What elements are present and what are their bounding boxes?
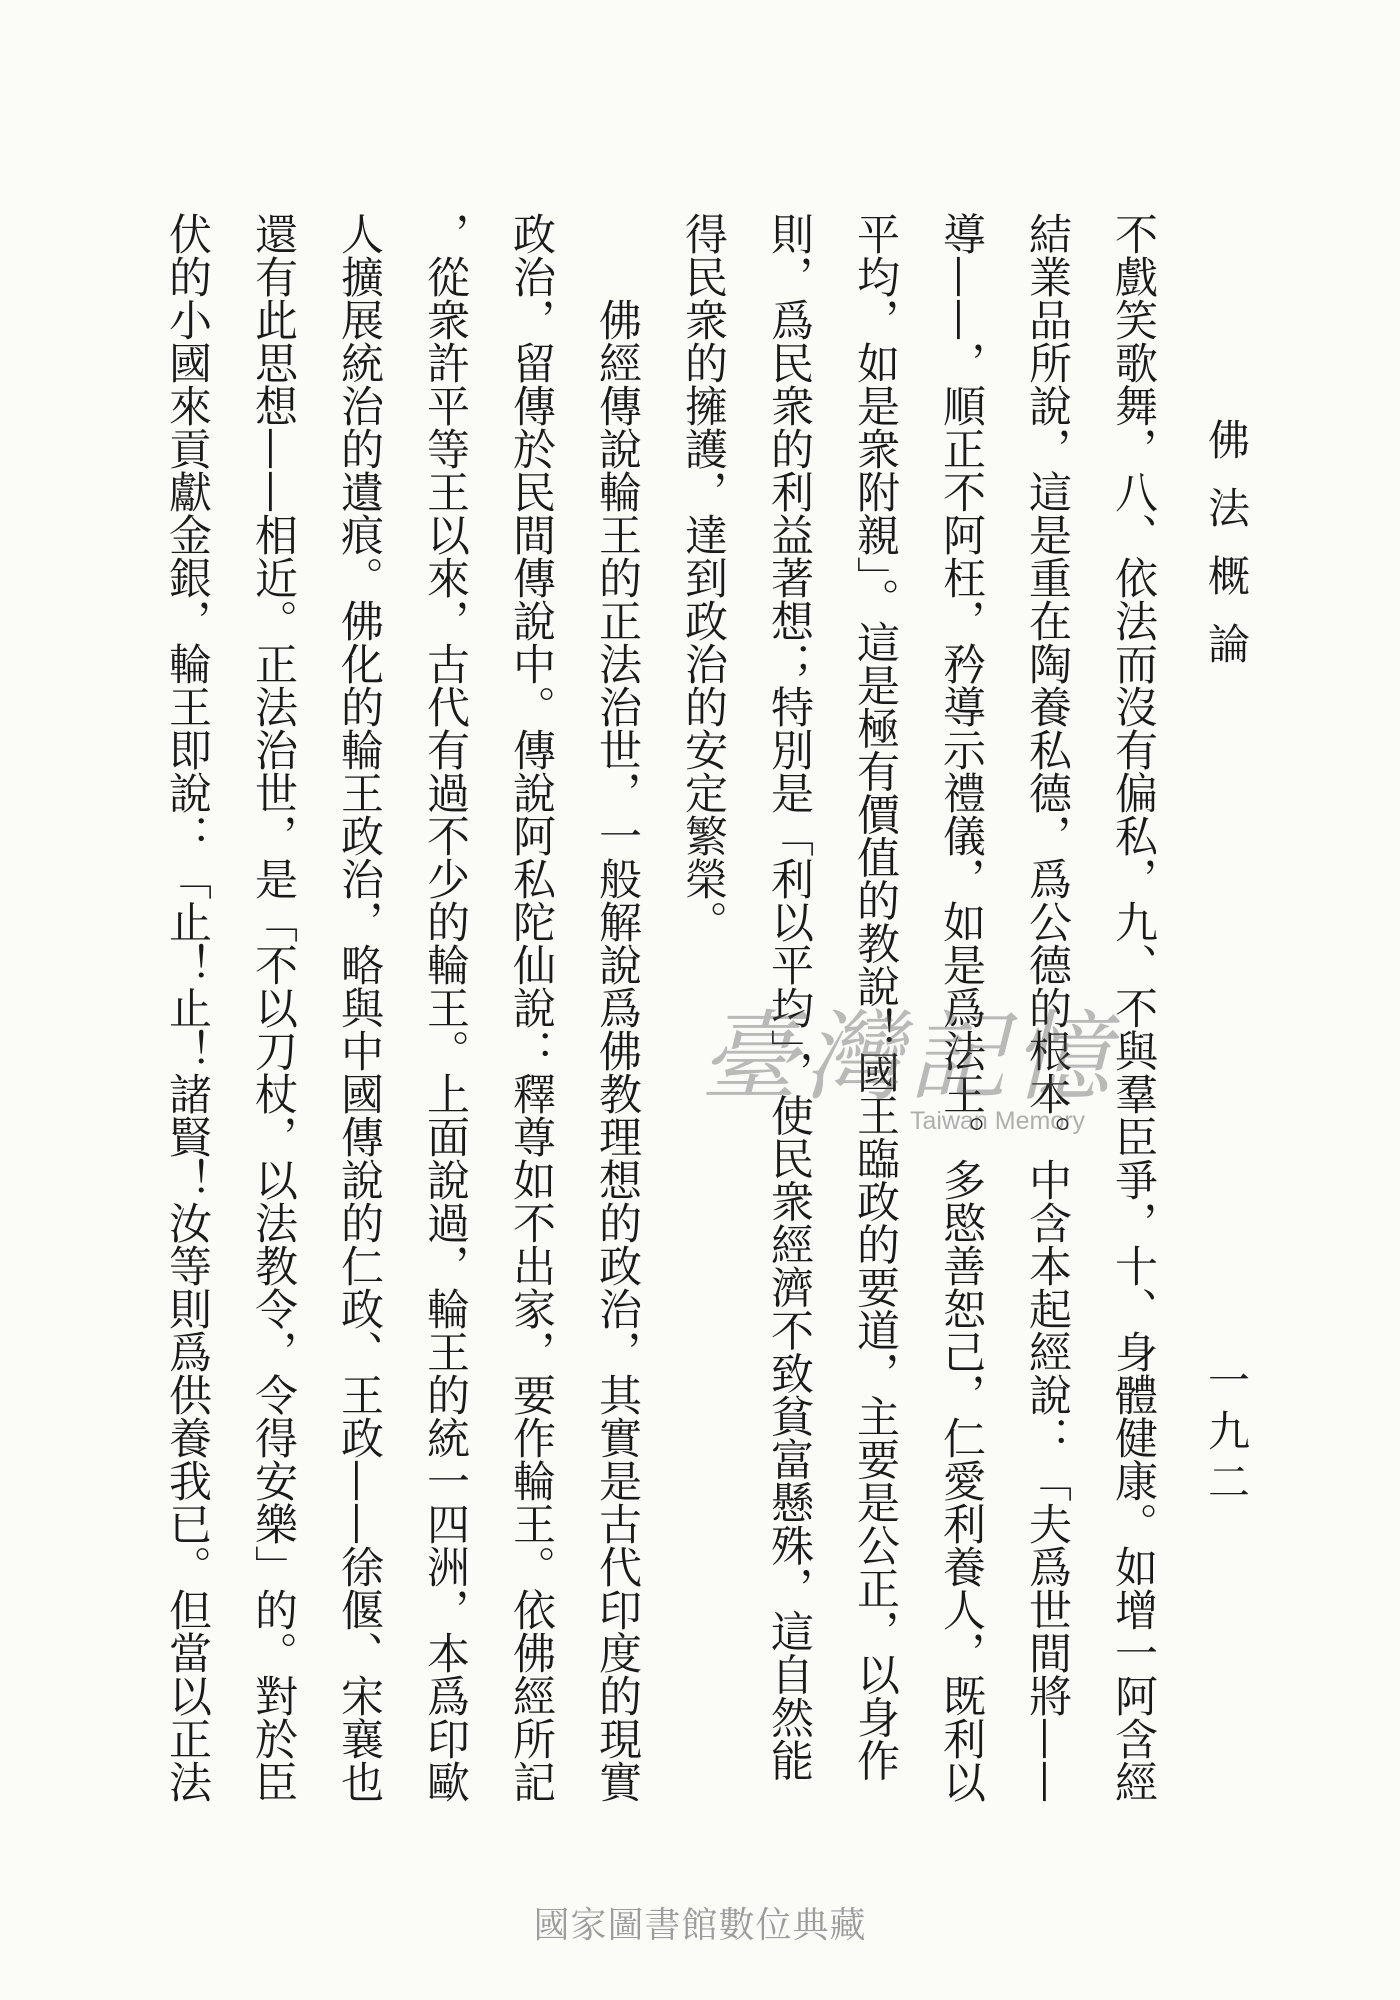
text-line-9: ，從衆許平等王以來，古代有過不少的輪王。上面說過，輪王的統一四洲，本爲印歐 — [420, 212, 470, 1803]
running-header-title: 佛法概論 — [1202, 418, 1251, 690]
text-line-8: 政治，留傳於民間傳說中。傳說阿私陀仙說：釋尊如不出家，要作輪王。依佛經所記 — [506, 212, 556, 1803]
text-line-6: 得民衆的擁護，達到政治的安定繁榮。 — [678, 212, 728, 943]
text-line-4: 平均，如是衆附親」。這是極有價值的教說！國王臨政的要道，主要是公正，以身作 — [850, 212, 900, 1782]
body-text — [144, 212, 1176, 1832]
text-line-3: 導——，順正不阿枉，矜導示禮儀，如是爲法王。多愍善恕己，仁愛利養人，既利以 — [936, 212, 986, 1803]
text-line-2: 結業品所說，這是重在陶養私德，爲公德的根本。中含本起經說：「夫爲世間將—— — [1022, 212, 1072, 1803]
text-line-7-paragraph-start: 佛經傳說輪王的正法治世，一般解說爲佛教理想的政治，其實是古代印度的現實 — [592, 298, 642, 1803]
text-line-10: 人擴展統治的遺痕。佛化的輪王政治，略與中國傳說的仁政、王政——徐偃、宋襄也 — [334, 212, 384, 1803]
page-number: 一九二 — [1202, 1358, 1251, 1511]
text-line-11: 還有此思想——相近。正法治世，是「不以刀杖，以法教令，令得安樂」的。對於臣 — [248, 212, 298, 1803]
text-line-1: 不戲笑歌舞，八、依法而沒有偏私，九、不與羣臣爭，十、身體健康。如增一阿含經 — [1108, 212, 1158, 1803]
text-line-12: 伏的小國來貢獻金銀，輪王即說：「止！止！諸賢！汝等則爲供養我已。但當以正法 — [162, 212, 212, 1803]
watermark-logo-text: 臺灣記憶 — [700, 1001, 1117, 1115]
text-line-5: 則，爲民衆的利益著想；特別是「利以平均」，使民衆經濟不致貧富懸殊，這自然能 — [764, 212, 814, 1782]
footer-credit: 國家圖書館數位典藏 — [533, 1905, 867, 1946]
watermark-subtext: Taiwan Memory — [910, 1107, 1086, 1135]
